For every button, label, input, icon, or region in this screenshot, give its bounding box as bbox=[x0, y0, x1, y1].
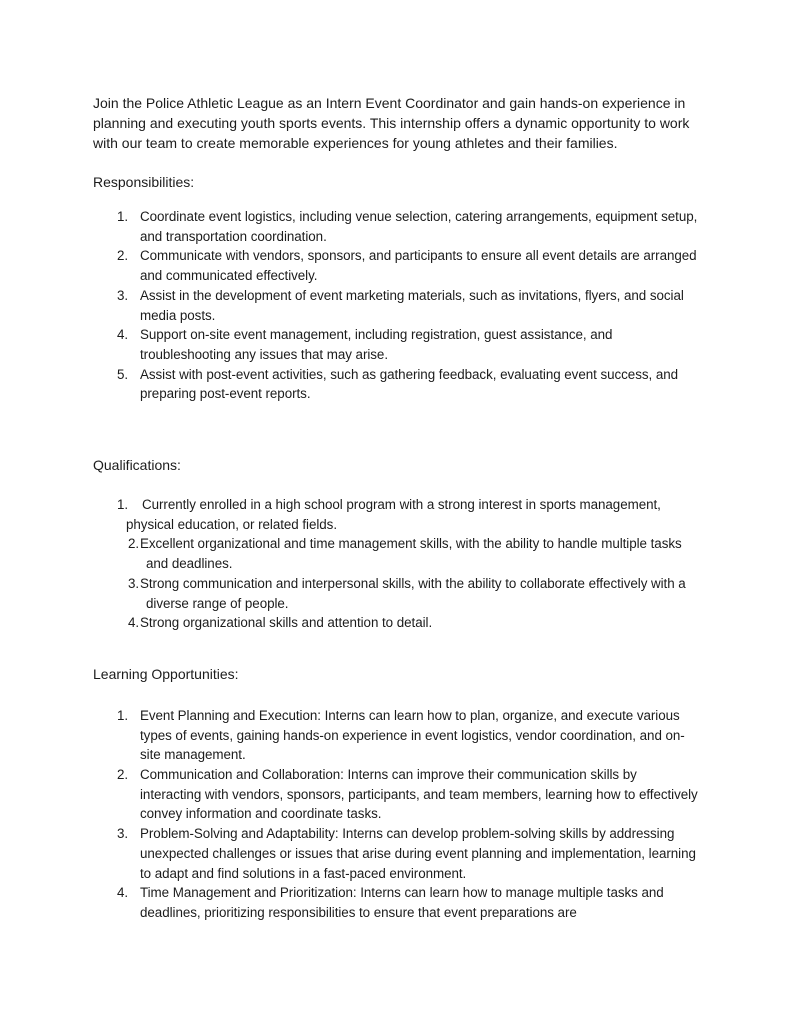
list-item-number: 5. bbox=[117, 366, 129, 382]
list-item bbox=[93, 246, 698, 285]
list-item-text: Time Management and Prioritization: Interns can learn how to manage multiple tasks and deadlines, prioritizing responsibilities to ensure that event preparations are bbox=[140, 885, 664, 920]
list-item bbox=[93, 495, 698, 534]
heading-learning-opportunities: Learning Opportunities: bbox=[93, 665, 239, 682]
intro-paragraph: Join the Police Athletic League as an Intern Event Coordinator and gain hands-on experience in planning and executing youth sports events. This internship offers a dynamic opportunity to work with our team to create memorable experiences for young athletes and their families. bbox=[93, 95, 690, 151]
list-item bbox=[93, 207, 698, 246]
section-responsibilities bbox=[93, 172, 698, 404]
list-item bbox=[93, 765, 698, 824]
list-item-number: 4. bbox=[117, 327, 129, 343]
qualifications-list bbox=[93, 495, 698, 633]
list-item-number: 3. bbox=[128, 575, 140, 591]
list-item-number: 2. bbox=[117, 248, 129, 264]
list-item bbox=[93, 883, 698, 922]
list-item bbox=[93, 706, 698, 765]
section-learning-opportunities bbox=[93, 664, 698, 923]
list-item-number: 1. bbox=[117, 209, 129, 224]
list-item-number: 3. bbox=[117, 287, 129, 303]
list-item-text: Strong communication and interpersonal skills, with the ability to collaborate effectively with a diverse range of people. bbox=[140, 575, 686, 611]
list-item-text: Strong organizational skills and attention to detail. bbox=[140, 615, 433, 631]
list-item bbox=[93, 325, 698, 364]
list-item-number: 2. bbox=[128, 536, 140, 552]
heading-responsibilities: Responsibilities: bbox=[93, 174, 195, 190]
list-item-number: 4. bbox=[128, 615, 140, 631]
heading-qualifications: Qualifications: bbox=[93, 457, 181, 474]
list-item-text: Excellent organizational and time management skills, with the ability to handle multiple tasks and deadlines. bbox=[140, 536, 682, 572]
list-item-text: Support on-site event management, including registration, guest assistance, and troubleshooting any issues that may arise. bbox=[140, 327, 613, 362]
section-qualifications bbox=[93, 455, 698, 633]
list-item bbox=[93, 365, 698, 404]
list-item bbox=[93, 534, 698, 573]
list-item bbox=[93, 574, 698, 613]
list-item-number: 4. bbox=[117, 885, 129, 901]
list-item-text: Problem-Solving and Adaptability: Interns can develop problem-solving skills by addressing unexpected challenges or issues that arise during event planning and implementation, learning to adapt and find solutions in a fast-paced environment. bbox=[140, 826, 696, 881]
list-item-text: Communicate with vendors, sponsors, and participants to ensure all event details are arranged and communicated effectively. bbox=[140, 248, 697, 284]
list-item-text: Assist in the development of event marketing materials, such as invitations, flyers, and social media posts. bbox=[140, 287, 684, 323]
list-item-number: 2. bbox=[117, 767, 129, 783]
list-item-number: 3. bbox=[117, 826, 129, 842]
list-item bbox=[93, 824, 698, 883]
list-item-number: 1. bbox=[117, 497, 129, 513]
list-item-text: Coordinate event logistics, including venue selection, catering arrangements, equipment setup, and transportation coordination. bbox=[140, 209, 698, 244]
list-item-text: Currently enrolled in a high school program with a strong interest in sports management, physical education, or related fields. bbox=[126, 497, 661, 532]
list-item-text: Event Planning and Execution: Interns can learn how to plan, organize, and execute various types of events, gaining hands-on experience in event logistics, vendor coordination, and on-site management. bbox=[140, 707, 685, 763]
list-item bbox=[93, 286, 698, 325]
responsibilities-list bbox=[93, 207, 698, 404]
list-item-number: 1. bbox=[117, 707, 129, 723]
learning-opportunities-list bbox=[93, 706, 698, 923]
list-item bbox=[93, 613, 698, 633]
list-item-text: Communication and Collaboration: Interns can improve their communication skills by interacting with vendors, sponsors, participants, and team members, learning how to effectively convey information and coordinate tasks. bbox=[140, 767, 698, 822]
list-item-text: Assist with post-event activities, such as gathering feedback, evaluating event success, and preparing post-event reports. bbox=[140, 366, 679, 402]
